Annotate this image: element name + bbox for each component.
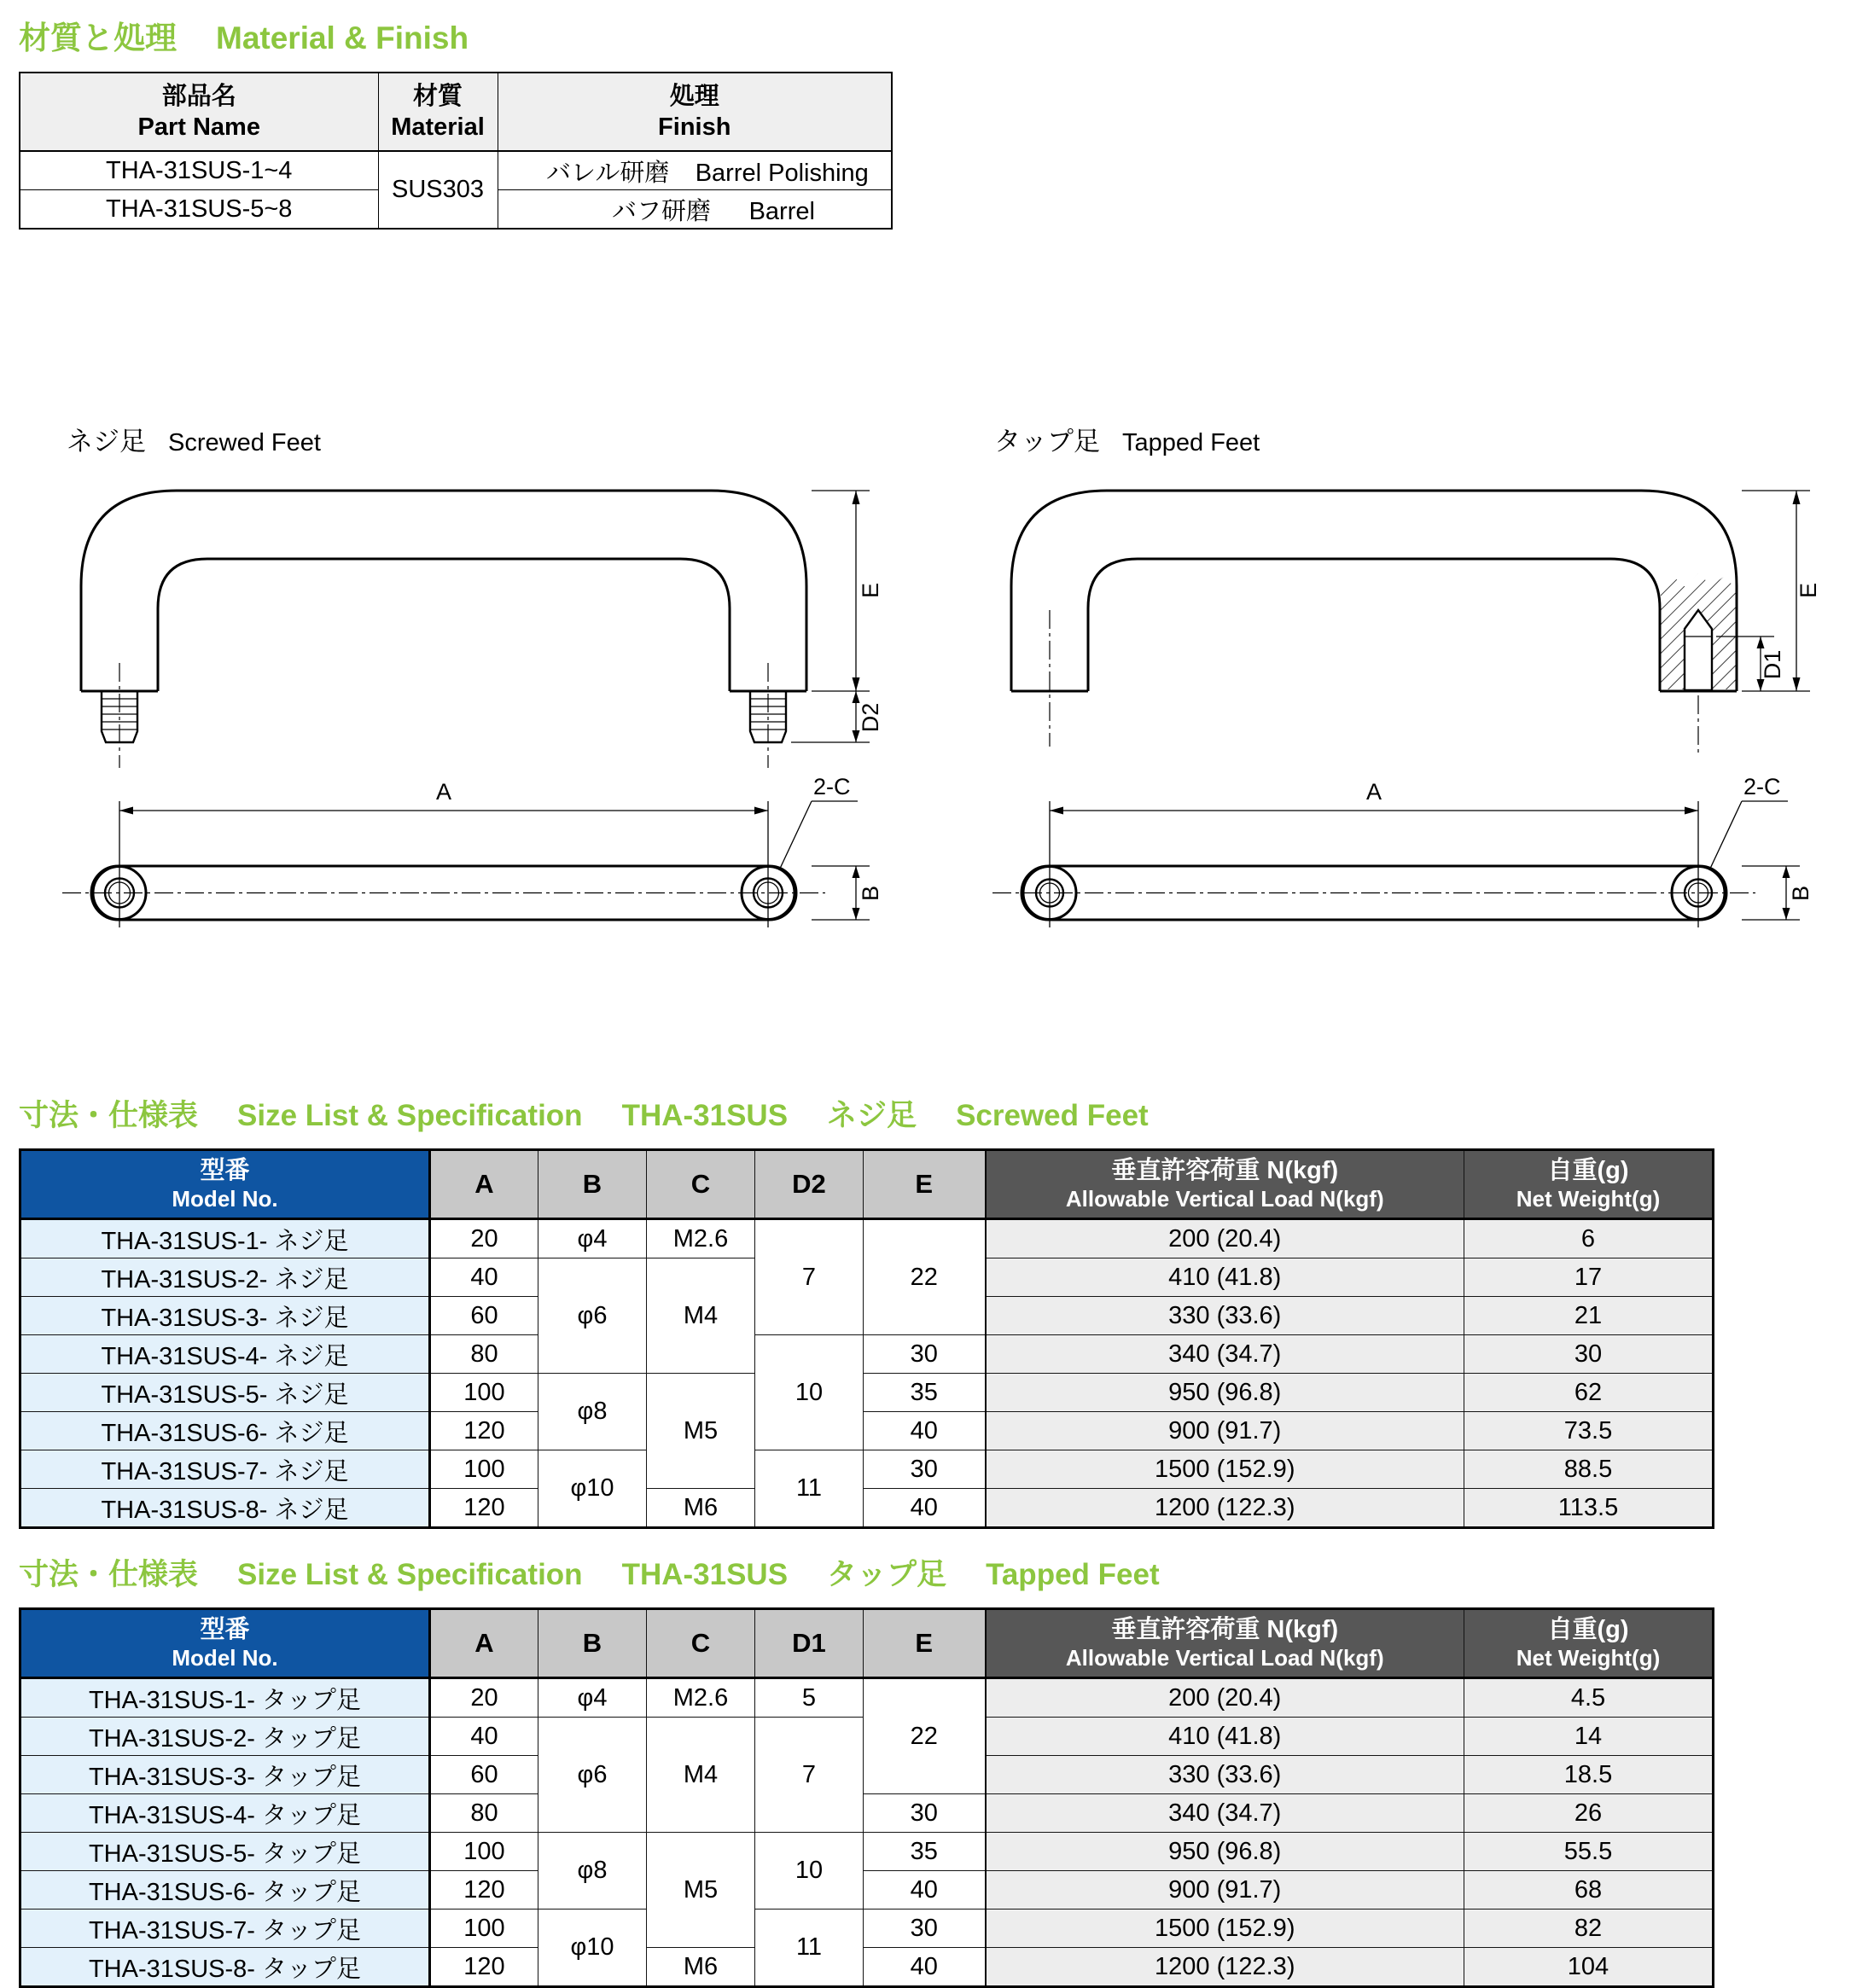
part-name-cell: THA-31SUS-1~4 [20, 151, 378, 190]
spec-table-screwed [19, 1148, 1714, 1529]
spec-row: THA-31SUS-5- ネジ足 100 φ8 M5 35 950 (96.8) 62 [20, 1374, 1714, 1412]
tapped-feet-label: タップ足 Tapped Feet [994, 427, 1260, 456]
finish-cell: バレル研磨 Barrel Polishing [498, 151, 892, 190]
spec-row: THA-31SUS-5- タップ足 100 φ8 M5 10 35 950 (96.8) 55.5 [20, 1833, 1714, 1871]
material-finish-table [19, 72, 893, 230]
model-cell: THA-31SUS-3- ネジ足 [20, 1297, 430, 1335]
model-cell: THA-31SUS-2- ネジ足 [20, 1258, 430, 1297]
col-header-part-name: 部品名 Part Name [20, 73, 378, 151]
dim-b-label: B [858, 885, 883, 902]
model-cell: THA-31SUS-7- タップ足 [20, 1910, 430, 1948]
spec-header-row [20, 1609, 1714, 1678]
dim-e-label: E [1796, 582, 1821, 599]
tapped-hole [1685, 610, 1712, 690]
col-header-model: 型番 Model No. [20, 1609, 430, 1678]
model-cell: THA-31SUS-7- ネジ足 [20, 1450, 430, 1489]
model-cell: THA-31SUS-1- タップ足 [20, 1678, 430, 1718]
col-header-e: E [864, 1150, 986, 1219]
col-header-weight: 自重(g) Net Weight(g) [1464, 1609, 1714, 1678]
dim-c-label: 2-C [813, 774, 851, 799]
model-cell: THA-31SUS-5- ネジ足 [20, 1374, 430, 1412]
model-cell: THA-31SUS-5- タップ足 [20, 1833, 430, 1871]
col-header-d1: D1 [755, 1609, 864, 1678]
col-header-b: B [538, 1150, 647, 1219]
col-header-c: C [647, 1150, 755, 1219]
spec-row: THA-31SUS-4- ネジ足 80 10 30 340 (34.7) 30 [20, 1335, 1714, 1374]
handle-outer-outline [1011, 491, 1737, 691]
spec-row: THA-31SUS-6- タップ足 120 40 900 (91.7) 68 [20, 1871, 1714, 1910]
model-cell: THA-31SUS-4- タップ足 [20, 1794, 430, 1833]
screwed-feet-label: ネジ足 Screwed Feet [67, 427, 321, 456]
spec-row: THA-31SUS-6- ネジ足 120 40 900 (91.7) 73.5 [20, 1412, 1714, 1450]
model-cell: THA-31SUS-6- タップ足 [20, 1871, 430, 1910]
material-table-header-row [20, 73, 892, 151]
col-header-a: A [430, 1150, 538, 1219]
material-table-row [20, 151, 892, 190]
col-header-load: 垂直許容荷重 N(kgf) Allowable Vertical Load N(kgf) [986, 1609, 1464, 1678]
spec-row: THA-31SUS-7- タップ足 100 φ10 11 30 1500 (152.9) 82 [20, 1910, 1714, 1948]
handle-inner-outline [1088, 559, 1660, 691]
spec-header-row [20, 1150, 1714, 1219]
spec-row: THA-31SUS-2- タップ足 40 φ6 M4 7 410 (41.8) 14 [20, 1718, 1714, 1756]
col-header-load: 垂直許容荷重 N(kgf) Allowable Vertical Load N(kgf) [986, 1150, 1464, 1219]
spec-table-tapped [19, 1607, 1714, 1988]
tapped-feet-drawing [977, 482, 1822, 934]
dim-a-label: A [435, 779, 452, 805]
model-cell: THA-31SUS-6- ネジ足 [20, 1412, 430, 1450]
model-cell: THA-31SUS-1- ネジ足 [20, 1219, 430, 1258]
model-cell: THA-31SUS-8- タップ足 [20, 1948, 430, 1987]
material-finish-heading-en: Material & Finish [216, 20, 469, 55]
material-finish-heading [19, 12, 469, 58]
model-cell: THA-31SUS-2- タップ足 [20, 1718, 430, 1756]
handle-outer-outline [81, 491, 806, 691]
dim-c-label: 2-C [1743, 774, 1781, 799]
part-name-cell: THA-31SUS-5~8 [20, 190, 378, 230]
col-header-d2: D2 [755, 1150, 864, 1219]
col-header-e: E [864, 1609, 986, 1678]
spec-row: THA-31SUS-1- ネジ足 20 φ4 M2.6 7 22 200 (20.4) 6 [20, 1219, 1714, 1258]
dim-d1-label: D1 [1760, 649, 1785, 680]
dim-e-label: E [858, 582, 883, 599]
spec-row: THA-31SUS-3- タップ足 60 330 (33.6) 18.5 [20, 1756, 1714, 1794]
screwed-feet-drawing [47, 482, 892, 934]
col-header-weight: 自重(g) Net Weight(g) [1464, 1150, 1714, 1219]
spec-row: THA-31SUS-7- ネジ足 100 φ10 11 30 1500 (152.9) 88.5 [20, 1450, 1714, 1489]
spec-row: THA-31SUS-2- ネジ足 40 φ6 M4 410 (41.8) 17 [20, 1258, 1714, 1297]
spec-row: THA-31SUS-8- タップ足 120 M6 40 1200 (122.3) 104 [20, 1948, 1714, 1987]
handle-inner-outline [158, 559, 730, 691]
dim-b-label: B [1788, 885, 1813, 902]
spec-screwed-heading: 寸法・仕様表 Size List & Specification THA-31SUS ネジ足 Screwed Feet [19, 1099, 1149, 1132]
model-cell: THA-31SUS-4- ネジ足 [20, 1335, 430, 1374]
finish-cell: バフ研磨 Barrel [498, 190, 892, 230]
spec-row: THA-31SUS-3- ネジ足 60 330 (33.6) 21 [20, 1297, 1714, 1335]
dim-d2-label: D2 [858, 702, 883, 733]
col-header-model: 型番 Model No. [20, 1150, 430, 1219]
col-header-a: A [430, 1609, 538, 1678]
col-header-finish: 処理 Finish [498, 73, 892, 151]
material-cell: SUS303 [378, 151, 498, 229]
col-header-material: 材質 Material [378, 73, 498, 151]
spec-row: THA-31SUS-4- タップ足 80 30 340 (34.7) 26 [20, 1794, 1714, 1833]
material-finish-heading-ja: 材質と処理 [19, 20, 177, 55]
spec-row: THA-31SUS-1- タップ足 20 φ4 M2.6 5 22 200 (20.4) 4.5 [20, 1678, 1714, 1718]
model-cell: THA-31SUS-3- タップ足 [20, 1756, 430, 1794]
spec-row: THA-31SUS-8- ネジ足 120 M6 40 1200 (122.3) 113.5 [20, 1489, 1714, 1528]
col-header-b: B [538, 1609, 647, 1678]
model-cell: THA-31SUS-8- ネジ足 [20, 1489, 430, 1528]
spec-tapped-heading: 寸法・仕様表 Size List & Specification THA-31SUS タップ足 Tapped Feet [19, 1558, 1160, 1591]
dim-a-label: A [1365, 779, 1382, 805]
col-header-c: C [647, 1609, 755, 1678]
